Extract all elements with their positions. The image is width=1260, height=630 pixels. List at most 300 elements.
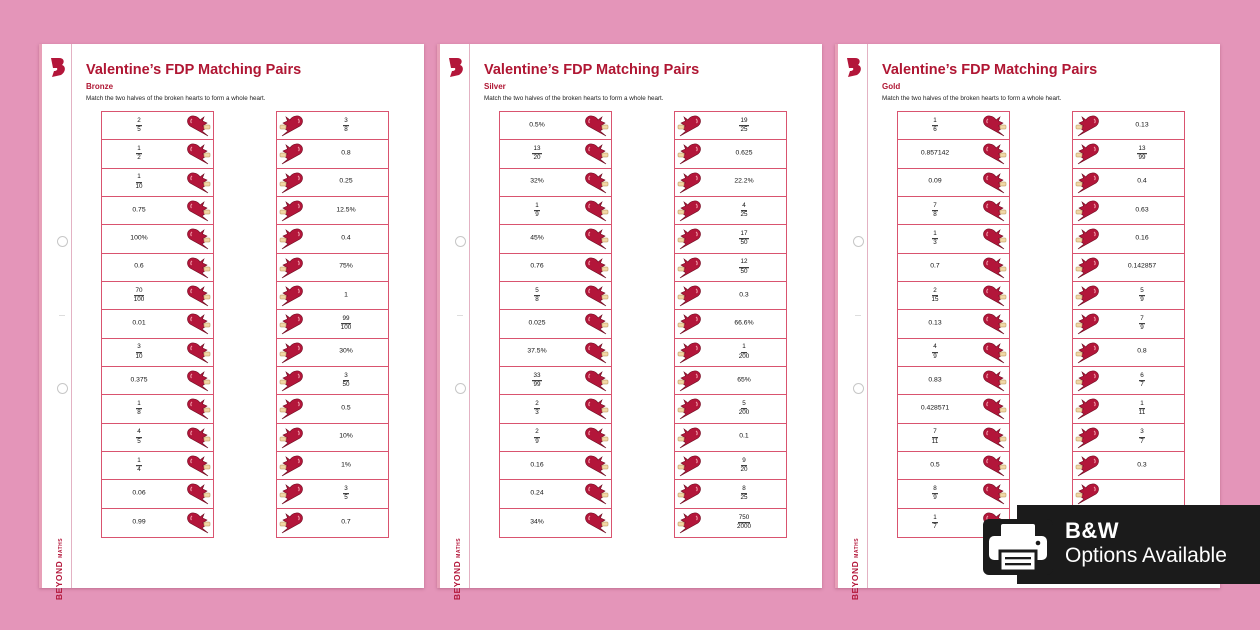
heart-right-half-icon xyxy=(677,370,701,392)
heart-half-card[interactable] xyxy=(102,509,213,537)
cell-value xyxy=(108,288,170,304)
cell-value xyxy=(904,430,966,446)
margin-line xyxy=(867,44,868,588)
heart-half-card[interactable] xyxy=(102,197,213,225)
heart-half-card[interactable] xyxy=(277,452,388,480)
heart-half-card[interactable] xyxy=(675,310,786,338)
cell-value: 0.142857 xyxy=(1127,262,1157,270)
cell-value: 0.76 xyxy=(530,262,544,270)
fraction: $\frac{6}{7}$ xyxy=(1140,371,1144,389)
heart-left-half-icon xyxy=(187,313,211,335)
heart-half-card[interactable] xyxy=(102,140,213,168)
heart-left-half-icon xyxy=(585,172,609,194)
beyond-logo-icon xyxy=(446,56,466,78)
heart-half-card[interactable] xyxy=(500,197,611,225)
cell-value xyxy=(904,345,966,361)
heart-half-card[interactable] xyxy=(277,225,388,253)
brand-sub: MATHS xyxy=(854,537,860,558)
beyond-logo-icon xyxy=(844,56,864,78)
heart-left-half-icon xyxy=(187,172,211,194)
cell-value: 0.5 xyxy=(930,461,940,469)
heart-half-card[interactable] xyxy=(898,140,1009,168)
brand-name: BEYOND xyxy=(452,560,462,601)
fraction: $\frac{13}{99}$ xyxy=(1138,145,1146,162)
fraction: $\frac{13}{20}$ xyxy=(533,145,541,162)
heart-left-half-icon xyxy=(585,143,609,165)
cell-value: 10% xyxy=(339,433,353,441)
heart-right-half-icon xyxy=(1075,370,1099,392)
heart-right-half-icon xyxy=(677,172,701,194)
heart-half-card[interactable] xyxy=(675,112,786,140)
heart-left-half-icon xyxy=(585,115,609,137)
fraction: $\frac{4}{25}$ xyxy=(740,201,748,219)
cell-value: 0.16 xyxy=(1135,234,1149,242)
cell-value xyxy=(1111,401,1173,417)
punch-hole xyxy=(455,383,466,394)
difficulty-level: Bronze xyxy=(86,82,114,91)
heart-half-card[interactable] xyxy=(277,424,388,452)
heart-half-card[interactable] xyxy=(500,480,611,508)
fraction: $\frac{1}{4}$ xyxy=(137,457,141,474)
cell-value xyxy=(713,486,775,502)
heart-half-card[interactable] xyxy=(898,282,1009,310)
cell-value: 0.5 xyxy=(341,404,351,412)
cell-value: 0.83 xyxy=(928,376,942,384)
heart-right-half-icon xyxy=(1075,285,1099,307)
heart-half-card[interactable] xyxy=(102,282,213,310)
heart-half-card[interactable] xyxy=(102,452,213,480)
vertical-brand xyxy=(440,524,474,614)
heart-half-card[interactable] xyxy=(277,112,388,140)
cell-value: 1 xyxy=(344,291,348,299)
heart-right-half-icon xyxy=(677,257,701,279)
cell-value xyxy=(904,231,966,247)
heart-half-card[interactable] xyxy=(500,112,611,140)
heart-right-half-icon xyxy=(279,483,303,505)
heart-half-card[interactable] xyxy=(500,509,611,537)
heart-right-half-icon xyxy=(1075,257,1099,279)
heart-half-card[interactable] xyxy=(675,480,786,508)
heart-half-card[interactable] xyxy=(102,424,213,452)
brand-sub: MATHS xyxy=(456,537,462,558)
heart-left-half-icon xyxy=(585,200,609,222)
heart-left-half-icon xyxy=(983,342,1007,364)
punch-hole xyxy=(853,383,864,394)
fraction: $\frac{99}{100}$ xyxy=(340,315,352,332)
cell-value xyxy=(108,458,170,474)
heart-half-card[interactable] xyxy=(1073,310,1184,338)
fraction: $\frac{7}{9}$ xyxy=(1140,315,1144,332)
heart-half-card[interactable] xyxy=(898,480,1009,508)
heart-half-card[interactable] xyxy=(675,509,786,537)
heart-half-card[interactable] xyxy=(1073,169,1184,197)
cell-value xyxy=(108,345,170,361)
cell-value: 0.4 xyxy=(1137,177,1147,185)
heart-left-half-icon xyxy=(585,427,609,449)
heart-right-half-icon xyxy=(279,427,303,449)
heart-half-card[interactable] xyxy=(675,225,786,253)
heart-half-card[interactable] xyxy=(675,339,786,367)
heart-right-half-icon xyxy=(677,483,701,505)
fraction: $\frac{8}{25}$ xyxy=(740,485,748,502)
cell-value xyxy=(108,175,170,191)
left-heart-halves-column xyxy=(897,111,1010,538)
fraction: $\frac{9}{20}$ xyxy=(740,457,748,474)
heart-half-card[interactable] xyxy=(898,310,1009,338)
heart-left-half-icon xyxy=(983,455,1007,477)
heart-right-half-icon xyxy=(677,143,701,165)
heart-right-half-icon xyxy=(279,455,303,477)
cell-value: 22.2% xyxy=(734,177,754,185)
badge-subtitle: Options Available xyxy=(1065,544,1227,567)
cell-value: 37.5% xyxy=(527,348,547,356)
heart-right-half-icon xyxy=(279,115,303,137)
heart-right-half-icon xyxy=(677,200,701,222)
heart-left-half-icon xyxy=(585,342,609,364)
heart-half-card[interactable] xyxy=(1073,254,1184,282)
heart-half-card[interactable] xyxy=(277,395,388,423)
heart-half-card[interactable] xyxy=(675,367,786,395)
cell-value: 30% xyxy=(339,348,353,356)
cell-value: 0.75 xyxy=(132,206,146,214)
heart-half-card[interactable] xyxy=(500,367,611,395)
heart-half-card[interactable] xyxy=(500,225,611,253)
cell-value xyxy=(108,430,170,446)
fraction: $\frac{3}{7}$ xyxy=(1140,428,1144,445)
fraction: $\frac{70}{100}$ xyxy=(133,286,145,304)
cell-value: 0.7 xyxy=(341,518,351,526)
heart-half-card[interactable] xyxy=(500,282,611,310)
right-heart-halves-column xyxy=(674,111,787,538)
heart-half-card[interactable] xyxy=(277,169,388,197)
heart-half-card[interactable] xyxy=(102,225,213,253)
heart-half-card[interactable] xyxy=(102,367,213,395)
cell-value: 0.625 xyxy=(735,149,753,157)
punch-hole xyxy=(57,236,68,247)
cell-value xyxy=(904,203,966,219)
cell-value xyxy=(315,316,377,332)
cell-value xyxy=(1111,430,1173,446)
cell-value: 0.7 xyxy=(930,262,940,270)
heart-right-half-icon xyxy=(279,228,303,250)
cell-value xyxy=(108,401,170,417)
heart-half-card[interactable] xyxy=(898,254,1009,282)
heart-left-half-icon xyxy=(187,455,211,477)
heart-half-card[interactable] xyxy=(675,254,786,282)
cell-value: 0.63 xyxy=(1135,206,1149,214)
heart-right-half-icon xyxy=(279,370,303,392)
heart-left-half-icon xyxy=(187,143,211,165)
heart-half-card[interactable] xyxy=(1073,395,1184,423)
heart-left-half-icon xyxy=(585,228,609,250)
badge-title: B&W xyxy=(1065,518,1120,543)
heart-half-card[interactable] xyxy=(675,452,786,480)
cell-value xyxy=(904,118,966,134)
cell-value xyxy=(713,260,775,276)
heart-half-card[interactable] xyxy=(277,310,388,338)
heart-half-card[interactable] xyxy=(500,339,611,367)
right-heart-halves-column xyxy=(1072,111,1185,538)
heart-right-half-icon xyxy=(1075,143,1099,165)
heart-half-card[interactable] xyxy=(1073,452,1184,480)
cell-value: 0.13 xyxy=(928,319,942,327)
worksheet-silver xyxy=(437,44,822,601)
heart-right-half-icon xyxy=(677,427,701,449)
heart-half-card[interactable] xyxy=(898,452,1009,480)
cell-value xyxy=(315,373,377,389)
instructions: Match the two halves of the broken hearts to form a whole heart. xyxy=(882,95,1062,102)
heart-left-half-icon xyxy=(585,483,609,505)
vertical-brand xyxy=(42,524,76,614)
heart-half-card[interactable] xyxy=(500,254,611,282)
heart-left-half-icon xyxy=(983,172,1007,194)
heart-half-card[interactable] xyxy=(1073,367,1184,395)
fraction: $\frac{1}{6}$ xyxy=(933,116,937,134)
vertical-brand xyxy=(838,524,872,614)
brand-name: BEYOND xyxy=(54,560,64,601)
heart-left-half-icon xyxy=(983,285,1007,307)
heart-half-card[interactable] xyxy=(102,112,213,140)
fraction: $\frac{3}{50}$ xyxy=(342,371,350,389)
heart-half-card[interactable] xyxy=(500,140,611,168)
heart-right-half-icon xyxy=(279,512,303,534)
cell-value: 0.99 xyxy=(132,518,146,526)
fraction: $\frac{2}{3}$ xyxy=(535,400,539,417)
fold-mark xyxy=(457,315,463,316)
heart-half-card[interactable] xyxy=(675,197,786,225)
cell-value xyxy=(713,515,775,531)
heart-left-half-icon xyxy=(983,398,1007,420)
heart-left-half-icon xyxy=(187,200,211,222)
fraction: $\frac{8}{9}$ xyxy=(933,485,937,502)
heart-half-card[interactable] xyxy=(500,452,611,480)
cell-value: 0.857142 xyxy=(920,149,950,157)
heart-half-card[interactable] xyxy=(500,169,611,197)
cell-value: 45% xyxy=(530,234,544,242)
cell-value: 34% xyxy=(530,518,544,526)
heart-left-half-icon xyxy=(187,115,211,137)
cell-value xyxy=(904,288,966,304)
heart-left-half-icon xyxy=(187,257,211,279)
heart-half-card[interactable] xyxy=(277,282,388,310)
heart-right-half-icon xyxy=(1075,427,1099,449)
cell-value xyxy=(904,515,966,531)
fraction: $\frac{5}{8}$ xyxy=(535,286,539,304)
fraction: $\frac{1}{10}$ xyxy=(135,173,143,190)
cell-value: 0.06 xyxy=(132,489,146,497)
punch-hole xyxy=(455,236,466,247)
heart-left-half-icon xyxy=(983,370,1007,392)
heart-half-card[interactable] xyxy=(1073,282,1184,310)
cell-value: 0.4 xyxy=(341,234,351,242)
heart-half-card[interactable] xyxy=(500,424,611,452)
heart-half-card[interactable] xyxy=(675,169,786,197)
heart-right-half-icon xyxy=(279,257,303,279)
heart-right-half-icon xyxy=(677,313,701,335)
heart-half-card[interactable] xyxy=(102,339,213,367)
heart-left-half-icon xyxy=(187,427,211,449)
heart-right-half-icon xyxy=(1075,398,1099,420)
heart-right-half-icon xyxy=(1075,455,1099,477)
fraction: $\frac{3}{5}$ xyxy=(344,485,348,502)
heart-right-half-icon xyxy=(677,285,701,307)
cell-value xyxy=(1111,288,1173,304)
heart-left-half-icon xyxy=(187,483,211,505)
cell-value xyxy=(713,118,775,134)
heart-half-card[interactable] xyxy=(675,424,786,452)
cell-value: 66.6% xyxy=(734,319,754,327)
heart-left-half-icon xyxy=(187,370,211,392)
heart-left-half-icon xyxy=(187,228,211,250)
difficulty-level: Silver xyxy=(484,82,506,91)
cell-value xyxy=(506,373,568,389)
heart-left-half-icon xyxy=(983,483,1007,505)
cell-value: 65% xyxy=(737,376,751,384)
cell-value xyxy=(1111,316,1173,332)
fraction: $\frac{19}{25}$ xyxy=(740,116,748,134)
punch-hole xyxy=(57,383,68,394)
heart-half-card[interactable] xyxy=(1073,140,1184,168)
heart-right-half-icon xyxy=(1075,200,1099,222)
cell-value: 0.5% xyxy=(529,121,545,129)
worksheet-title: Valentine’s FDP Matching Pairs xyxy=(86,62,302,78)
heart-left-half-icon xyxy=(983,143,1007,165)
fraction: $\frac{1}{7}$ xyxy=(933,514,937,531)
heart-right-half-icon xyxy=(279,143,303,165)
cell-value: 0.01 xyxy=(132,319,146,327)
heart-half-card[interactable] xyxy=(675,140,786,168)
heart-right-half-icon xyxy=(677,342,701,364)
bw-options-badge[interactable] xyxy=(1017,505,1260,584)
fraction: $\frac{1}{11}$ xyxy=(1138,400,1146,417)
fraction: $\frac{12}{50}$ xyxy=(740,258,748,275)
fraction: $\frac{7}{11}$ xyxy=(931,428,939,445)
heart-half-card[interactable] xyxy=(277,509,388,537)
heart-right-half-icon xyxy=(279,200,303,222)
heart-left-half-icon xyxy=(983,427,1007,449)
heart-right-half-icon xyxy=(1075,313,1099,335)
heart-right-half-icon xyxy=(279,285,303,307)
cell-value: 0.6 xyxy=(134,262,144,270)
cell-value: 0.1 xyxy=(739,433,749,441)
heart-half-card[interactable] xyxy=(898,367,1009,395)
cell-value: 0.375 xyxy=(130,376,148,384)
heart-right-half-icon xyxy=(279,342,303,364)
heart-half-card[interactable] xyxy=(102,254,213,282)
heart-half-card[interactable] xyxy=(898,197,1009,225)
heart-half-card[interactable] xyxy=(102,480,213,508)
heart-half-card[interactable] xyxy=(1073,112,1184,140)
heart-half-card[interactable] xyxy=(898,169,1009,197)
cell-value xyxy=(315,486,377,502)
cell-value: 0.16 xyxy=(530,461,544,469)
fraction: $\frac{33}{99}$ xyxy=(533,371,541,389)
heart-left-half-icon xyxy=(585,398,609,420)
heart-half-card[interactable] xyxy=(898,424,1009,452)
heart-half-card[interactable] xyxy=(1073,197,1184,225)
heart-half-card[interactable] xyxy=(102,169,213,197)
heart-half-card[interactable] xyxy=(898,339,1009,367)
cell-value: 0.24 xyxy=(530,489,544,497)
heart-half-card[interactable] xyxy=(898,395,1009,423)
fold-mark xyxy=(59,315,65,316)
cell-value xyxy=(713,401,775,417)
heart-half-card[interactable] xyxy=(1073,424,1184,452)
heart-half-card[interactable] xyxy=(102,310,213,338)
heart-right-half-icon xyxy=(1075,483,1099,505)
cell-value xyxy=(713,345,775,361)
heart-left-half-icon xyxy=(585,370,609,392)
heart-half-card[interactable] xyxy=(277,339,388,367)
fraction: $\frac{2}{15}$ xyxy=(931,286,939,304)
heart-left-half-icon xyxy=(187,342,211,364)
cell-value xyxy=(315,118,377,134)
cell-value: 0.3 xyxy=(1137,461,1147,469)
printer-icon xyxy=(983,519,1053,575)
heart-half-card[interactable] xyxy=(675,395,786,423)
heart-right-half-icon xyxy=(1075,115,1099,137)
fraction: $\frac{3}{8}$ xyxy=(344,116,348,134)
heart-left-half-icon xyxy=(983,313,1007,335)
heart-half-card[interactable] xyxy=(277,197,388,225)
heart-half-card[interactable] xyxy=(898,112,1009,140)
heart-half-card[interactable] xyxy=(277,480,388,508)
instructions: Match the two halves of the broken hearts to form a whole heart. xyxy=(484,95,664,102)
heart-right-half-icon xyxy=(279,172,303,194)
heart-right-half-icon xyxy=(1075,342,1099,364)
fraction: $\frac{1}{8}$ xyxy=(137,400,141,417)
fraction: $\frac{2}{5}$ xyxy=(137,116,141,134)
worksheet-title: Valentine’s FDP Matching Pairs xyxy=(882,62,1098,78)
heart-half-card[interactable] xyxy=(277,140,388,168)
cell-value xyxy=(506,430,568,446)
heart-left-half-icon xyxy=(585,455,609,477)
heart-left-half-icon xyxy=(187,512,211,534)
heart-half-card[interactable] xyxy=(500,310,611,338)
fraction: $\frac{1}{3}$ xyxy=(933,230,937,247)
heart-half-card[interactable] xyxy=(277,367,388,395)
cell-value xyxy=(713,231,775,247)
heart-right-half-icon xyxy=(677,455,701,477)
fraction: $\frac{4}{9}$ xyxy=(933,343,937,360)
heart-left-half-icon xyxy=(983,228,1007,250)
heart-half-card[interactable] xyxy=(675,282,786,310)
heart-half-card[interactable] xyxy=(1073,225,1184,253)
fraction: $\frac{3}{10}$ xyxy=(135,343,143,360)
cell-value: 75% xyxy=(339,262,353,270)
punch-hole xyxy=(853,236,864,247)
cell-value: 0.428571 xyxy=(920,404,950,412)
heart-left-half-icon xyxy=(585,512,609,534)
cell-value: 1% xyxy=(341,461,351,469)
heart-half-card[interactable] xyxy=(1073,339,1184,367)
heart-half-card[interactable] xyxy=(277,254,388,282)
cell-value xyxy=(904,486,966,502)
heart-left-half-icon xyxy=(983,200,1007,222)
left-heart-halves-column xyxy=(101,111,214,538)
heart-half-card[interactable] xyxy=(500,395,611,423)
cell-value: 12.5% xyxy=(336,206,356,214)
fraction: $\frac{1}{200}$ xyxy=(738,343,750,360)
heart-left-half-icon xyxy=(187,398,211,420)
fraction: $\frac{5}{9}$ xyxy=(1140,286,1144,304)
cell-value xyxy=(713,203,775,219)
instructions: Match the two halves of the broken hearts to form a whole heart. xyxy=(86,95,266,102)
heart-half-card[interactable] xyxy=(102,395,213,423)
cell-value xyxy=(108,118,170,134)
heart-half-card[interactable] xyxy=(898,225,1009,253)
fraction: $\frac{5}{200}$ xyxy=(738,400,750,417)
